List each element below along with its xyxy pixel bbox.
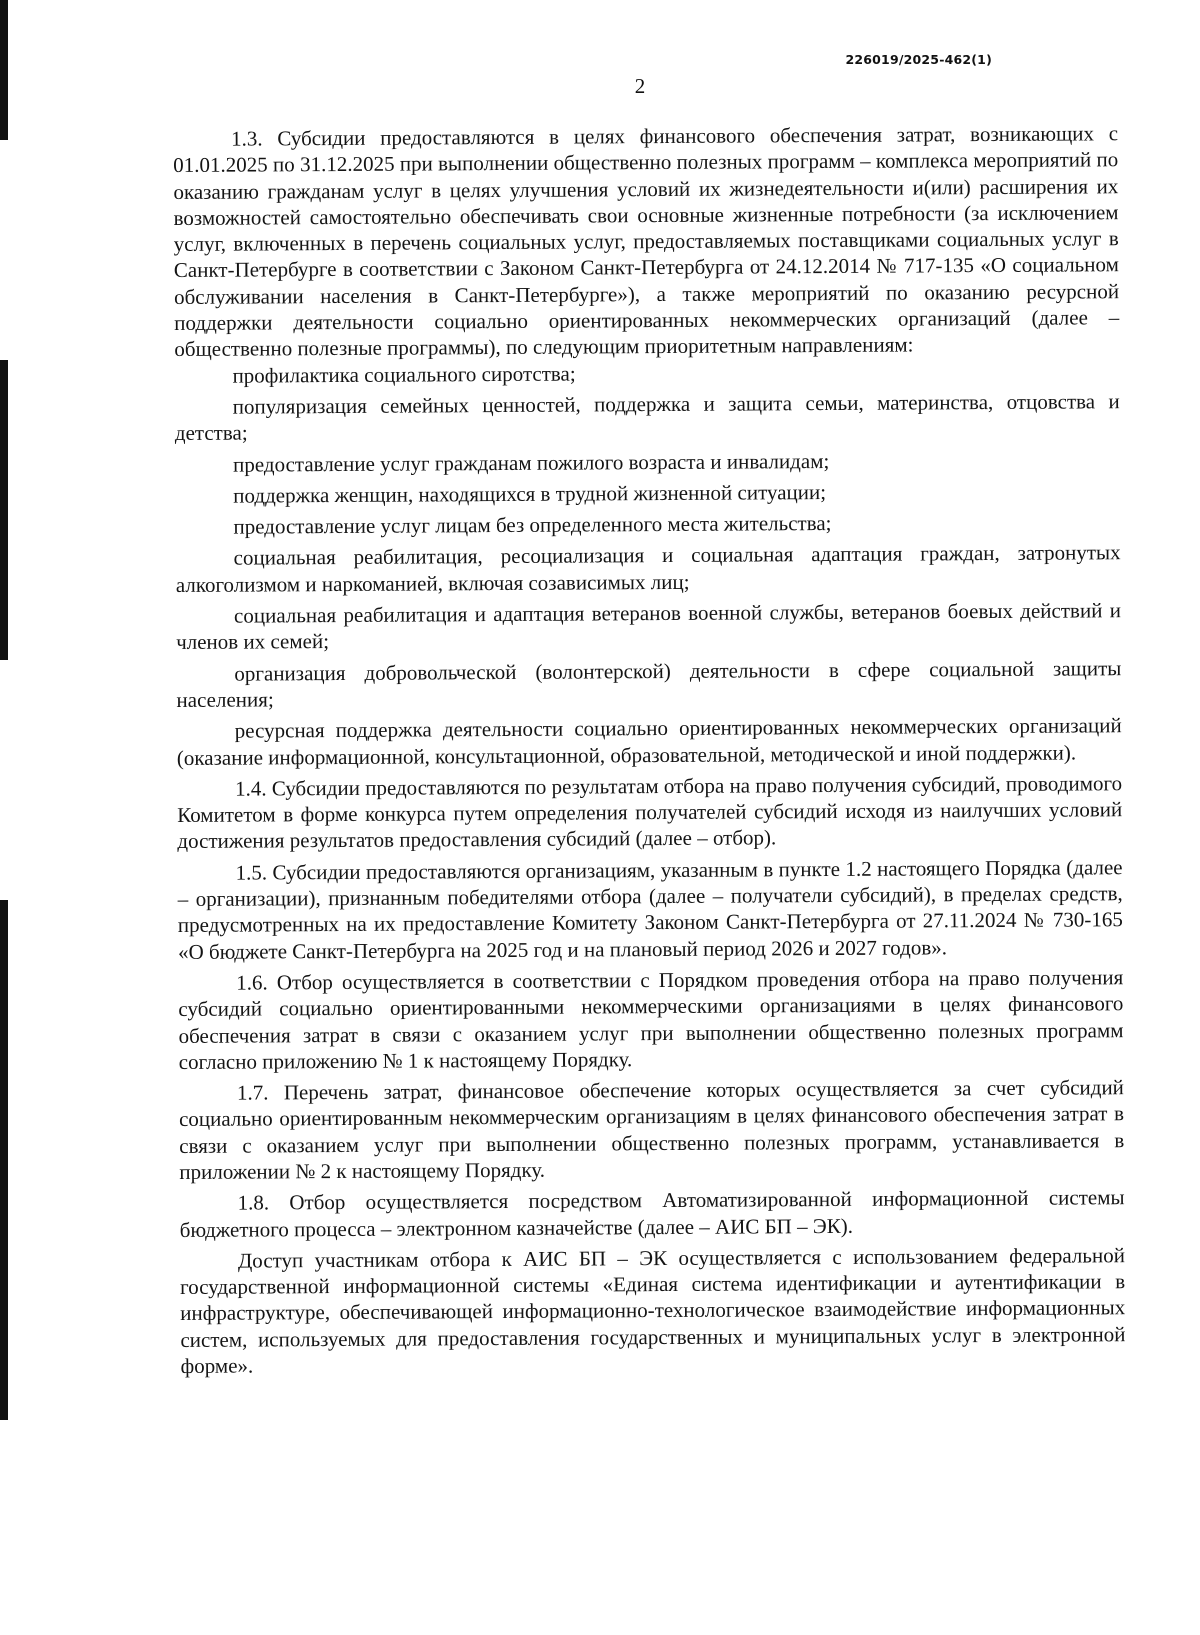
direction-item: ресурсная поддержка деятельности социально ориентированных некоммерческих организаций (оказание информационной, консультационной, образовательной, методической и иной поддержки). xyxy=(176,713,1122,770)
document-body xyxy=(173,120,1126,1379)
direction-item: профилактика социального сиротства; xyxy=(232,361,576,388)
paragraph-1-7: 1.7. Перечень затрат, финансовое обеспечение которых осуществляется за счет субсидий социально ориентированным некоммерческим организациям в целях финансового обеспечения затрат в связи с оказанием услуг при выполнении общественно полезных программ, устанавливается в приложении № 2 к настоящему Порядку. xyxy=(178,1075,1125,1184)
direction-item: поддержка женщин, находящихся в трудной жизненной ситуации; xyxy=(233,479,827,508)
scan-edge-mark xyxy=(0,0,8,140)
document-registration-number: 226019/2025-462(1) xyxy=(845,52,992,67)
paragraph-1-8: 1.8. Отбор осуществляется посредством Автоматизированной информационной системы бюджетного процесса – электронном казначействе (далее – АИС БП – ЭК). xyxy=(179,1185,1125,1242)
scan-edge-mark xyxy=(0,900,8,1420)
paragraph-1-5: 1.5. Субсидии предоставляются организациям, указанным в пункте 1.2 настоящего Порядка (далее – организации), признанным победителями отбора (далее – получатели субсидий), в пределах средств, предусмотренных на их предоставление Комитету Законом Санкт-Петербурга от 27.11.2024 № 730-165 «О бюджете Санкт-Петербурга на 2025 год и на плановый период 2026 и 2027 годов». xyxy=(177,854,1123,964)
direction-item: организация добровольческой (волонтерской) деятельности в сфере социальной защиты населения; xyxy=(176,655,1122,712)
scan-edge-mark xyxy=(0,360,8,660)
scan-edge xyxy=(0,0,26,1635)
direction-item: предоставление услуг гражданам пожилого возраста и инвалидам; xyxy=(232,448,830,477)
paragraph-1-3: 1.3. Субсидии предоставляются в целях финансового обеспечения затрат, возникающих с 01.01.2025 по 31.12.2025 при выполнении общественно полезных программ – комплекса мероприятий по оказанию гражданам услуг в целях улучшения условий их жизнедеятельности и(или) расширения их возможностей самостоятельно обеспечивать свои основные жизненные потребности (за исключением услуг, включенных в перечень социальных услуг, предоставляемых поставщиками социальных услуг в Санкт-Петербурге в соответствии с Законом Санкт-Петербурга от 24.12.2014 № 717-135 «О социальном обслуживании населения в Санкт-Петербурге»), а также мероприятий по оказанию ресурсной поддержки деятельности социально ориентированных некоммерческих организаций (далее – общественно полезные программы), по следующим приоритетным направлениям: xyxy=(173,121,1120,362)
direction-item: предоставление услуг лицам без определенного места жительства; xyxy=(233,511,832,539)
direction-item: популяризация семейных ценностей, поддержка и защита семьи, материнства, отцовства и детства; xyxy=(174,389,1120,446)
direction-item: социальная реабилитация, ресоциализация и социальная адаптация граждан, затронутых алкоголизмом и наркоманией, включая созависимых лиц; xyxy=(175,540,1121,597)
page-number: 2 xyxy=(634,74,646,98)
direction-item: социальная реабилитация и адаптация ветеранов военной службы, ветеранов боевых действий и членов их семей; xyxy=(176,598,1122,655)
paragraph-1-6: 1.6. Отбор осуществляется в соответствии с Порядком проведения отбора на право получения субсидий социально ориентированными некоммерческими организациями в целях финансового обеспечения затрат в связи с оказанием услуг при выполнении общественно полезных программ согласно приложению № 1 к настоящему Порядку. xyxy=(178,965,1124,1074)
paragraph-1-8-access: Доступ участникам отбора к АИС БП – ЭК осуществляется с использованием федеральной государственной информационной системы «Единая система идентификации и аутентификации в инфраструктуре, обеспечивающей информационно-технологическое взаимодействие информационных систем, используемых для предоставления государственных и муниципальных услуг в электронной форме». xyxy=(180,1243,1126,1379)
paragraph-1-4: 1.4. Субсидии предоставляются по результатам отбора на право получения субсидий, проводимого Комитетом в форме конкурса путем определения получателей субсидий исходя из наилучших условий достижения результатов предоставления субсидий (далее – отбор). xyxy=(177,771,1123,854)
